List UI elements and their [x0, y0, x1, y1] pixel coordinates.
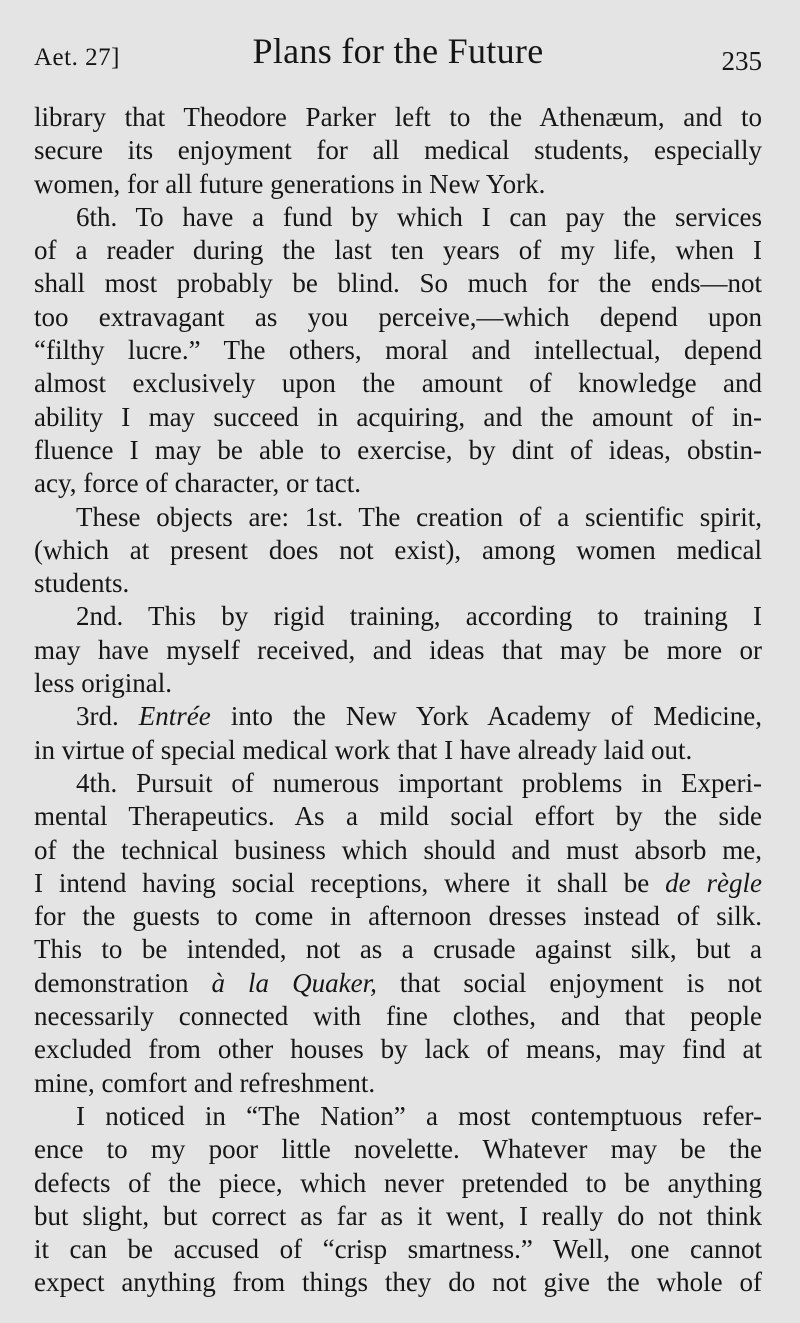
text-run: into the New York Academy of Medicine,: [210, 701, 763, 732]
text-line: fluence I may be able to exercise, by dint of ideas, obstin-: [34, 434, 762, 465]
text-run: that social enjoyment is not: [376, 967, 762, 998]
text-line: students.: [34, 568, 130, 599]
text-line: 2nd. This by rigid training, according to training I: [76, 601, 762, 632]
text-line: These objects are: 1st. The creation of a scientific spirit,: [76, 501, 762, 532]
text-line: (which at present does not exist), among women medical: [34, 534, 762, 565]
text-run: demonstration: [34, 967, 212, 998]
text-line: for the guests to come in afternoon dresses instead of silk.: [34, 901, 762, 932]
text-line: it can be accused of “crisp smartness.” Well, one cannot: [34, 1234, 762, 1265]
text-line: I noticed in “The Nation” a most contemptuous refer-: [76, 1100, 762, 1131]
text-line: [34, 967, 762, 1000]
text-line: too extravagant as you perceive,—which depend upon: [34, 301, 762, 332]
header-title: Plans for the Future: [252, 31, 544, 71]
italic-phrase: de règle: [665, 867, 762, 898]
page-number: 235: [721, 46, 762, 76]
text-line: of a reader during the last ten years of my life, when I: [34, 235, 762, 266]
italic-phrase: Entrée: [138, 701, 211, 732]
text-line: almost exclusively upon the amount of knowledge and: [34, 368, 762, 399]
text-line: expect anything from things they do not give the whole of: [34, 1267, 762, 1298]
text-line: ability I may succeed in acquiring, and the amount of in-: [34, 401, 762, 432]
text-line: library that Theodore Parker left to the Athenæum, and to: [34, 102, 762, 132]
text-line: This to be intended, not as a crusade against silk, but a: [34, 934, 762, 965]
running-header: [34, 30, 762, 86]
header-age-note: Aet. 27]: [34, 44, 120, 71]
text-line: may have myself received, and ideas that may be more or: [34, 634, 762, 665]
body-text: [34, 101, 762, 1300]
text-line: ence to my poor little novelette. Whatever may be the: [34, 1134, 762, 1165]
text-line: defects of the piece, which never pretended to be anything: [34, 1167, 762, 1198]
text-line: of the technical business which should and must absorb me,: [34, 834, 762, 865]
text-line: [34, 867, 762, 900]
text-run: 3rd.: [76, 701, 139, 732]
text-run: I intend having social receptions, where it shall be: [34, 867, 666, 898]
text-line: acy, force of character, or tact.: [34, 468, 361, 499]
text-line: [34, 700, 762, 733]
italic-phrase: à la Quaker,: [211, 967, 377, 998]
text-line: “filthy lucre.” The others, moral and intellectual, depend: [34, 335, 762, 366]
text-line: less original.: [34, 668, 172, 699]
text-line: excluded from other houses by lack of means, may find at: [34, 1034, 762, 1065]
text-line: shall most probably be blind. So much for the ends—not: [34, 268, 762, 299]
text-line: but slight, but correct as far as it went, I really do not think: [34, 1200, 762, 1231]
text-line: secure its enjoyment for all medical students, especially: [34, 135, 762, 166]
text-line: mine, comfort and refreshment.: [34, 1067, 376, 1098]
text-line: women, for all future generations in New York.: [34, 168, 546, 199]
text-line: 4th. Pursuit of numerous important problems in Experi-: [76, 767, 762, 798]
text-line: necessarily connected with fine clothes, and that people: [34, 1001, 762, 1032]
text-line: mental Therapeutics. As a mild social effort by the side: [34, 801, 762, 832]
text-line: 6th. To have a fund by which I can pay the services: [76, 201, 762, 232]
text-line: in virtue of special medical work that I have already laid out.: [34, 734, 693, 765]
